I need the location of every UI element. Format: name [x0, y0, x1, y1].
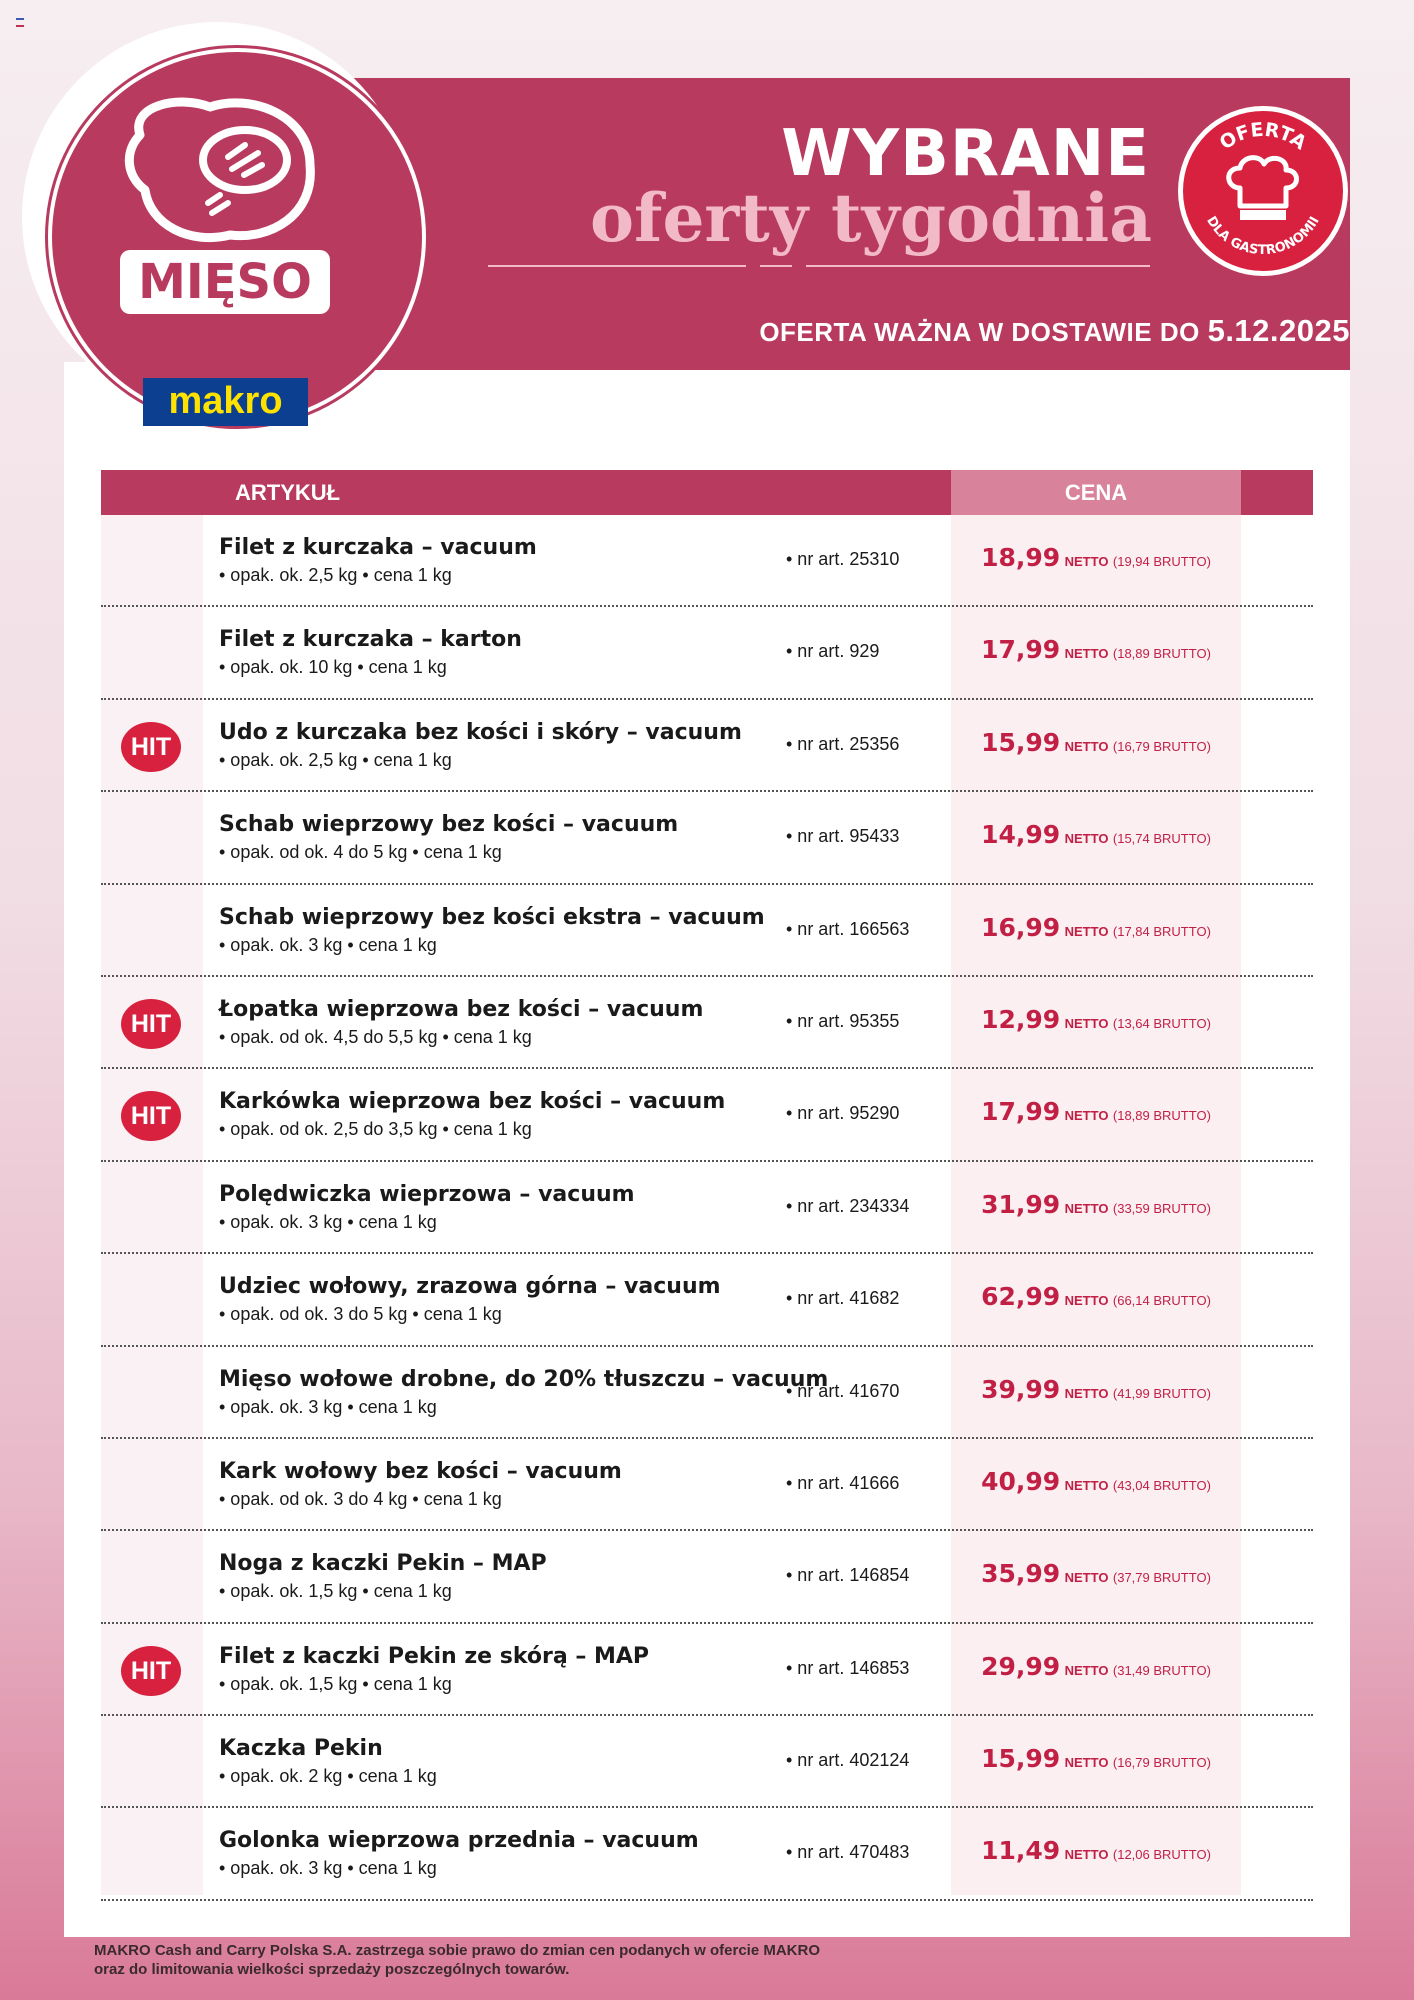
- article-number: • nr art. 929: [786, 641, 880, 662]
- product-pack: • opak. ok. 3 kg • cena 1 kg: [219, 934, 437, 955]
- price-brutto: (43,04 BRUTTO): [1112, 1477, 1211, 1493]
- title-underline: [488, 265, 746, 267]
- product-pack: • opak. ok. 2,5 kg • cena 1 kg: [219, 565, 452, 585]
- product-table: [101, 515, 1313, 1901]
- netto-label: NETTO: [1064, 831, 1109, 847]
- netto-label: NETTO: [1064, 923, 1109, 939]
- table-row: [101, 1069, 1313, 1161]
- price-cell: [951, 1744, 1241, 1773]
- validity-date: 5.12.2025: [1207, 313, 1350, 348]
- price-brutto: (33,59 BRUTTO): [1112, 1200, 1211, 1216]
- product-pack: • opak. ok. 3 kg • cena 1 kg: [219, 1858, 437, 1879]
- price-netto: 62,99: [981, 1282, 1061, 1312]
- table-row: [101, 1808, 1313, 1900]
- article-number: • nr art. 95290: [786, 1103, 900, 1124]
- price-cell: [951, 1836, 1241, 1865]
- category-label: MIĘSO: [120, 250, 330, 314]
- price-netto: 31,99: [981, 1189, 1061, 1219]
- product-name: Golonka wieprzowa przednia – vacuum: [219, 1828, 699, 1854]
- title-underline: [760, 265, 792, 267]
- chef-hat-icon: [1178, 106, 1348, 276]
- price-brutto: (31,49 BRUTTO): [1112, 1662, 1211, 1678]
- price-cell: [951, 543, 1241, 572]
- product-pack: • opak. od ok. 2,5 do 3,5 kg • cena 1 kg: [219, 1119, 532, 1140]
- price-brutto: (18,89 BRUTTO): [1112, 646, 1211, 662]
- price-cell: [951, 1097, 1241, 1126]
- product-name: Schab wieprzowy bez kości ekstra – vacuum: [219, 904, 765, 930]
- product-pack: • opak. ok. 10 kg • cena 1 kg: [219, 657, 447, 678]
- netto-label: NETTO: [1064, 1662, 1109, 1678]
- price-brutto: (16,79 BRUTTO): [1112, 1755, 1211, 1771]
- article-number: • nr art. 166563: [786, 918, 910, 939]
- page-subtitle: oferty tygodnia: [590, 179, 1152, 257]
- makro-logo: makro: [143, 378, 308, 426]
- product-pack: • opak. od ok. 4 do 5 kg • cena 1 kg: [219, 842, 502, 863]
- hit-badge: HIT: [121, 999, 181, 1049]
- table-row: [101, 515, 1313, 607]
- netto-label: NETTO: [1064, 1477, 1109, 1493]
- table-row: [101, 700, 1313, 792]
- article-number: • nr art. 25356: [786, 733, 900, 754]
- price-netto: 35,99: [981, 1559, 1061, 1589]
- title-underline: [806, 265, 1150, 267]
- price-brutto: (66,14 BRUTTO): [1112, 1293, 1211, 1309]
- price-netto: 12,99: [981, 1004, 1061, 1034]
- product-name: Mięso wołowe drobne, do 20% tłuszczu – vacuum: [219, 1366, 829, 1392]
- price-brutto: (13,64 BRUTTO): [1112, 1015, 1211, 1031]
- validity-prefix: OFERTA WAŻNA W DOSTAWIE DO: [759, 317, 1200, 347]
- product-name: Filet z kaczki Pekin ze skórą – MAP: [219, 1643, 650, 1669]
- article-number: • nr art. 146853: [786, 1657, 910, 1678]
- product-name: Polędwiczka wieprzowa – vacuum: [219, 1181, 635, 1207]
- table-row: [101, 1716, 1313, 1808]
- product-pack: • opak. od ok. 3 do 5 kg • cena 1 kg: [219, 1304, 502, 1325]
- price-cell: [951, 820, 1241, 849]
- price-cell: [951, 1282, 1241, 1311]
- price-netto: 11,49: [981, 1836, 1061, 1866]
- price-netto: 29,99: [981, 1651, 1061, 1681]
- table-row: [101, 1531, 1313, 1623]
- price-brutto: (12,06 BRUTTO): [1112, 1847, 1211, 1863]
- price-brutto: (17,84 BRUTTO): [1112, 923, 1211, 939]
- article-number: • nr art. 95355: [786, 1010, 900, 1031]
- product-name: Schab wieprzowy bez kości – vacuum: [219, 812, 679, 838]
- table-row: [101, 607, 1313, 699]
- article-number: • nr art. 234334: [786, 1195, 910, 1216]
- product-name: Kaczka Pekin: [219, 1736, 383, 1762]
- article-number: • nr art. 41670: [786, 1380, 900, 1401]
- svg-text:OFERTA: [1216, 119, 1311, 155]
- badge-bottom-text: DLA GASTRONOMII: [1203, 213, 1323, 259]
- netto-label: NETTO: [1064, 554, 1109, 569]
- article-number: • nr art. 402124: [786, 1750, 910, 1771]
- price-netto: 15,99: [981, 727, 1061, 757]
- price-netto: 15,99: [981, 1744, 1061, 1774]
- article-number: • nr art. 146854: [786, 1565, 910, 1586]
- hit-badge: HIT: [121, 722, 181, 772]
- product-pack: • opak. od ok. 3 do 4 kg • cena 1 kg: [219, 1488, 502, 1509]
- table-row: [101, 1439, 1313, 1531]
- product-pack: • opak. ok. 3 kg • cena 1 kg: [219, 1211, 437, 1232]
- price-cell: [951, 635, 1241, 664]
- product-name: Udo z kurczaka bez kości i skóry – vacuum: [219, 719, 742, 745]
- footer-line: MAKRO Cash and Carry Polska S.A. zastrzega sobie prawo do zmian cen podanych w ofercie MAKRO: [94, 1942, 820, 1959]
- price-cell: [951, 1652, 1241, 1681]
- netto-label: NETTO: [1064, 1293, 1109, 1309]
- article-number: • nr art. 95433: [786, 826, 900, 847]
- netto-label: NETTO: [1064, 1570, 1109, 1586]
- netto-label: NETTO: [1064, 646, 1109, 662]
- netto-label: NETTO: [1064, 1200, 1109, 1216]
- price-brutto: (18,89 BRUTTO): [1112, 1108, 1211, 1124]
- product-name: Udziec wołowy, zrazowa górna – vacuum: [219, 1274, 721, 1300]
- table-row: [101, 1162, 1313, 1254]
- price-netto: 39,99: [981, 1374, 1061, 1404]
- page-title: WYBRANE: [781, 117, 1150, 191]
- column-header-price: CENA: [1064, 480, 1128, 505]
- product-name: Filet z kurczaka – karton: [219, 627, 522, 653]
- article-number: • nr art. 470483: [786, 1842, 910, 1863]
- price-brutto: (19,94 BRUTTO): [1112, 554, 1211, 569]
- netto-label: NETTO: [1064, 1385, 1109, 1401]
- validity-text: [650, 313, 1350, 349]
- product-pack: • opak. ok. 2 kg • cena 1 kg: [219, 1766, 437, 1787]
- column-header-article: ARTYKUŁ: [235, 480, 341, 505]
- price-cell: [951, 1375, 1241, 1404]
- price-cell: [951, 1190, 1241, 1219]
- badge-top-text: OFERTA: [1215, 118, 1311, 155]
- price-netto: 18,99: [981, 543, 1061, 572]
- price-cell: [951, 913, 1241, 942]
- product-name: Noga z kaczki Pekin – MAP: [219, 1551, 547, 1577]
- meat-icon: [120, 95, 320, 245]
- product-name: Karkówka wieprzowa bez kości – vacuum: [219, 1089, 726, 1115]
- product-name: Łopatka wieprzowa bez kości – vacuum: [219, 996, 704, 1022]
- price-netto: 17,99: [981, 635, 1061, 665]
- price-cell: [951, 728, 1241, 757]
- price-netto: 40,99: [981, 1466, 1061, 1496]
- netto-label: NETTO: [1064, 1847, 1109, 1863]
- footer-disclaimer: [94, 1941, 820, 1979]
- netto-label: NETTO: [1064, 738, 1109, 754]
- product-name: Filet z kurczaka – vacuum: [219, 535, 537, 560]
- table-row: [101, 1347, 1313, 1439]
- price-netto: 17,99: [981, 1097, 1061, 1127]
- article-number: • nr art. 41682: [786, 1288, 900, 1309]
- price-netto: 16,99: [981, 912, 1061, 942]
- hit-badge: HIT: [121, 1091, 181, 1141]
- price-brutto: (37,79 BRUTTO): [1112, 1570, 1211, 1586]
- product-pack: • opak. od ok. 4,5 do 5,5 kg • cena 1 kg: [219, 1026, 532, 1047]
- price-netto: 14,99: [981, 820, 1061, 850]
- table-row: [101, 792, 1313, 884]
- footer-line: oraz do limitowania wielkości sprzedaży poszczególnych towarów.: [94, 1961, 570, 1978]
- gastronomy-badge: [1178, 106, 1348, 276]
- article-number: • nr art. 41666: [786, 1472, 900, 1493]
- table-row: [101, 885, 1313, 977]
- product-pack: • opak. ok. 1,5 kg • cena 1 kg: [219, 1673, 452, 1694]
- svg-text:DLA GASTRONOMII: [1203, 214, 1322, 258]
- article-number: • nr art. 25310: [786, 549, 900, 569]
- price-cell: [951, 1559, 1241, 1588]
- hit-badge: HIT: [121, 1646, 181, 1696]
- table-row: [101, 1254, 1313, 1346]
- corner-mark: [16, 18, 24, 27]
- price-brutto: (41,99 BRUTTO): [1112, 1385, 1211, 1401]
- product-pack: • opak. ok. 2,5 kg • cena 1 kg: [219, 749, 452, 770]
- table-row: [101, 977, 1313, 1069]
- table-row: [101, 1624, 1313, 1716]
- product-pack: • opak. ok. 1,5 kg • cena 1 kg: [219, 1581, 452, 1602]
- price-brutto: (15,74 BRUTTO): [1112, 831, 1211, 847]
- price-cell: [951, 1005, 1241, 1034]
- netto-label: NETTO: [1064, 1108, 1109, 1124]
- price-cell: [951, 1467, 1241, 1496]
- product-pack: • opak. ok. 3 kg • cena 1 kg: [219, 1396, 437, 1417]
- price-brutto: (16,79 BRUTTO): [1112, 738, 1211, 754]
- netto-label: NETTO: [1064, 1015, 1109, 1031]
- product-name: Kark wołowy bez kości – vacuum: [219, 1458, 622, 1484]
- netto-label: NETTO: [1064, 1755, 1109, 1771]
